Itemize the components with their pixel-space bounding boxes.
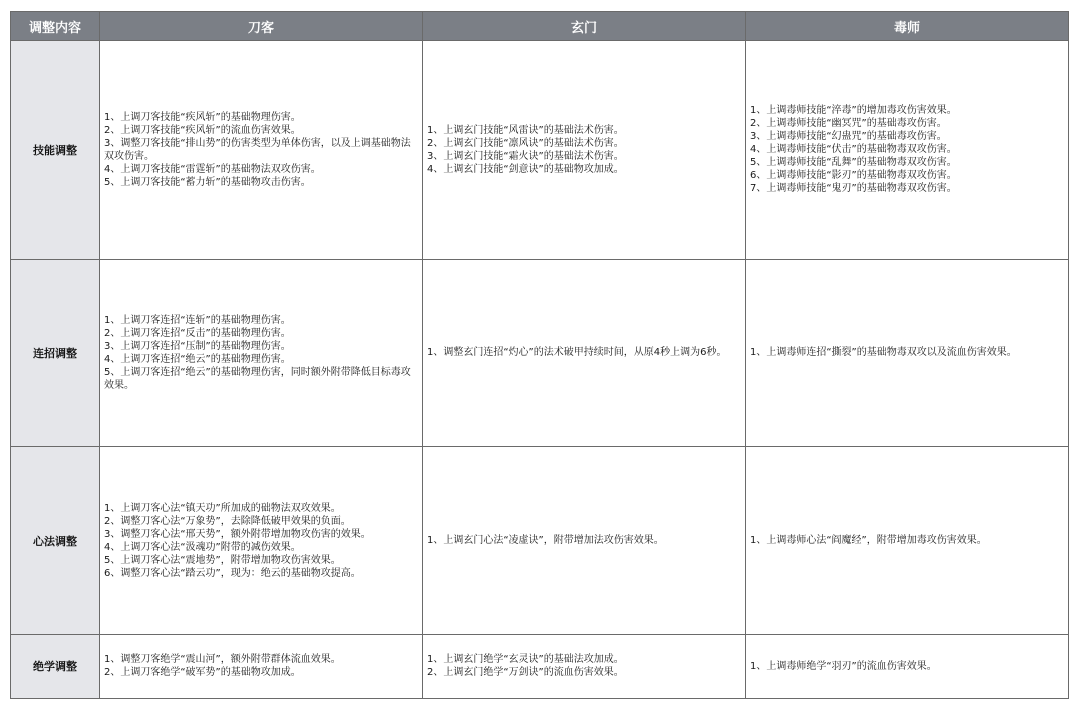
cell-ultimate-blade (100, 634, 423, 698)
cell-mind-method-poison-master (746, 447, 1069, 635)
list-item: 1、调整刀客绝学“震山河”，额外附带群体流血效果。 (104, 654, 341, 666)
list-item: 3、调整刀客技能“排山势”的伤害类型为单体伤害，以及上调基础物法双攻伤害。 (104, 137, 411, 162)
list-item: 4、上调玄门技能“剑意诀”的基础物攻加成。 (427, 163, 624, 175)
header-mystic: 玄门 (423, 12, 746, 41)
balance-adjustment-table (10, 11, 1069, 699)
list-item: 3、上调刀客连招“压制”的基础物理伤害。 (104, 340, 291, 352)
list-item: 2、上调刀客连招“反击”的基础物理伤害。 (104, 327, 291, 339)
header-adjustment-content: 调整内容 (11, 12, 100, 41)
header-blade: 刀客 (100, 12, 423, 41)
list-item: 1、上调玄门绝学“玄灵诀”的基础法攻加成。 (427, 654, 624, 666)
cell-mind-method-blade (100, 447, 423, 635)
list-item: 1、上调毒师技能“淬毒”的增加毒攻伤害效果。 (750, 105, 957, 117)
row-label-mind-method: 心法调整 (11, 447, 100, 635)
list-item: 3、上调玄门技能“霜火诀”的基础法术伤害。 (427, 150, 624, 162)
list-item: 1、上调刀客心法“镇天功”所加成的础物法双攻效果。 (104, 502, 341, 514)
list-item: 1、上调刀客连招“连斩”的基础物理伤害。 (104, 314, 291, 326)
cell-combo-mystic (423, 259, 746, 447)
list-item: 2、上调刀客绝学“破军势”的基础物攻加成。 (104, 667, 301, 679)
row-label-combo: 连招调整 (11, 259, 100, 447)
list-item: 2、上调玄门技能“凛风诀”的基础法术伤害。 (427, 137, 624, 149)
list-item: 2、上调玄门绝学“万剑诀”的流血伤害效果。 (427, 667, 624, 679)
list-item: 2、上调刀客技能“疾风斩”的流血伤害效果。 (104, 124, 301, 136)
list-item: 1、上调毒师连招“撕裂”的基础物毒双攻以及流血伤害效果。 (750, 347, 1017, 359)
list-item: 1、上调玄门技能“风雷诀”的基础法术伤害。 (427, 124, 624, 136)
cell-combo-blade (100, 259, 423, 447)
cell-skill-mystic (423, 41, 746, 260)
list-item: 2、上调毒师技能“幽冥咒”的基础毒攻伤害。 (750, 118, 947, 130)
list-item: 1、上调毒师心法“阎魔经”，附带增加毒攻伤害效果。 (750, 535, 987, 547)
list-item: 2、调整刀客心法“万象势”，去除降低破甲效果的负面。 (104, 515, 351, 527)
list-item: 6、上调毒师技能“影刃”的基础物毒双攻伤害。 (750, 170, 957, 182)
list-item: 1、调整玄门连招“灼心”的法术破甲持续时间，从原4秒上调为6秒。 (427, 347, 727, 359)
list-item: 1、上调刀客技能“疾风斩”的基础物理伤害。 (104, 111, 301, 123)
row-mind-method (11, 447, 1069, 635)
list-item: 7、上调毒师技能“鬼刃”的基础物毒双攻伤害。 (750, 183, 957, 195)
list-item: 5、上调刀客连招“绝云”的基础物理伤害，同时额外附带降低目标毒攻效果。 (104, 366, 411, 391)
cell-ultimate-mystic (423, 634, 746, 698)
list-item: 5、上调刀客技能“蓄力斩”的基础物攻击伤害。 (104, 176, 311, 188)
cell-combo-poison-master (746, 259, 1069, 447)
header-poison-master: 毒师 (746, 12, 1069, 41)
cell-skill-blade (100, 41, 423, 260)
row-label-skill: 技能调整 (11, 41, 100, 260)
list-item: 4、上调刀客心法“汲魂功”附带的减伤效果。 (104, 541, 301, 553)
list-item: 1、上调毒师绝学“羽刃”的流血伤害效果。 (750, 660, 937, 672)
list-item: 1、上调玄门心法“凌虚诀”，附带增加法攻伤害效果。 (427, 535, 664, 547)
list-item: 5、上调刀客心法“震地势”，附带增加物攻伤害效果。 (104, 554, 341, 566)
cell-skill-poison-master (746, 41, 1069, 260)
header-row (11, 12, 1069, 41)
list-item: 4、上调刀客连招“绝云”的基础物理伤害。 (104, 353, 291, 365)
row-ultimate (11, 634, 1069, 698)
row-combo (11, 259, 1069, 447)
list-item: 5、上调毒师技能“乱舞”的基础物毒双攻伤害。 (750, 157, 957, 169)
list-item: 4、上调毒师技能“伏击”的基础物毒双攻伤害。 (750, 144, 957, 156)
list-item: 3、调整刀客心法“邢天势”，额外附带增加物攻伤害的效果。 (104, 528, 371, 540)
row-label-ultimate: 绝学调整 (11, 634, 100, 698)
list-item: 4、上调刀客技能“雷霆斩”的基础物法双攻伤害。 (104, 163, 321, 175)
cell-ultimate-poison-master (746, 634, 1069, 698)
cell-mind-method-mystic (423, 447, 746, 635)
list-item: 6、调整刀客心法“踏云功”，现为：绝云的基础物攻提高。 (104, 567, 361, 579)
row-skill (11, 41, 1069, 260)
list-item: 3、上调毒师技能“幻蛊咒”的基础毒攻伤害。 (750, 131, 947, 143)
